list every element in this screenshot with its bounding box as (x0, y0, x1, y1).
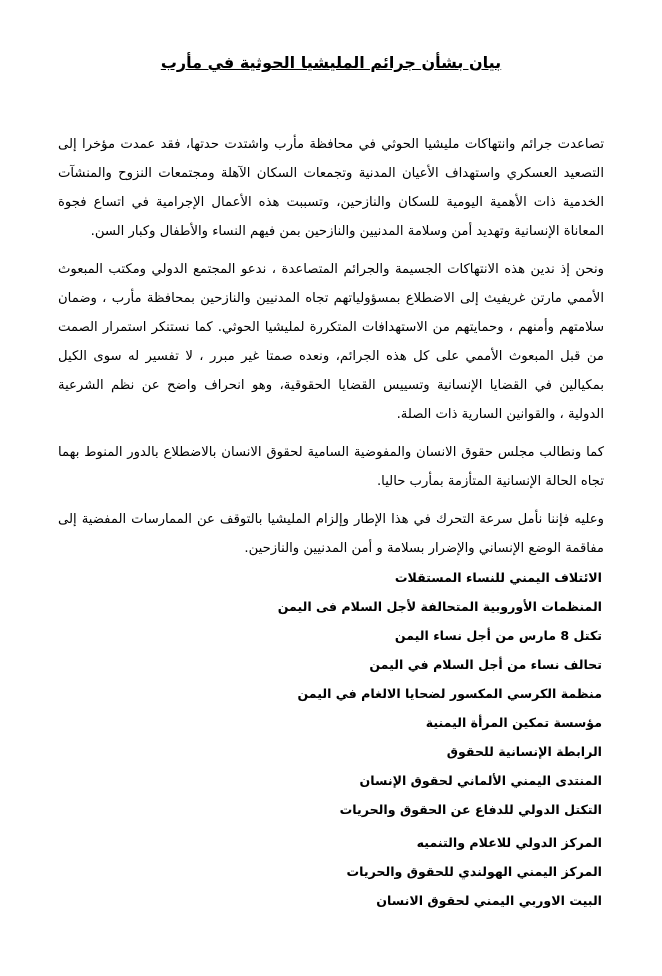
statement-body (58, 130, 604, 563)
paragraph-demand: كما ونطالب مجلس حقوق الانسان والمفوضية السامية لحقوق الانسان بالاضطلاع بالدور المنوط بهما تجاه الحالة الإنسانية المتأزمة بمأرب حاليا. (58, 445, 604, 489)
signatory-item: المركز الدولي للاعلام والتنميه (416, 835, 602, 850)
signatory-item: المركز اليمني الهولندي للحقوق والحريات (346, 864, 602, 879)
signatory-item: مؤسسة تمكين المرأة اليمنية (425, 715, 602, 730)
signatory-item: البيت الاوربي اليمني لحقوق الانسان (376, 893, 602, 908)
document-title: بيان بشأن جرائم المليشيا الحوثية في مأرب (160, 53, 502, 72)
signatory-item: تكتل 8 مارس من أجل نساء اليمن (394, 628, 602, 643)
paragraph-escalation: تصاعدت جرائم وانتهاكات مليشيا الحوثي في محافظة مأرب واشتدت حدتها، فقد عمدت مؤخرا إلى التصعيد العسكري واستهداف الأعيان المدنية وتجمعات السكان الآهلة ومجتمعات النزوح والمنشآت الخدمية ذات الأهمية اليومية للسكان والنازحين، وتسببت هذه الأعمال الإجرامية في اتساع فجوة المعاناة الإنسانية وتهديد أمن وسلامة المدنيين والنازحين بمن فيهم النساء والأطفال وكبار السن. (58, 137, 604, 239)
signatory-item: منظمة الكرسي المكسور لضحايا الالغام في اليمن (297, 686, 602, 701)
signatories-list (62, 563, 602, 915)
signatory-item: الائتلاف اليمني للنساء المستقلات (394, 570, 602, 585)
signatory-item: التكتل الدولي للدفاع عن الحقوق والحريات (339, 802, 602, 817)
paragraph-conclusion: وعليه فإننا نأمل سرعة التحرك في هذا الإطار وإلزام المليشيا بالتوقف عن الممارسات المفضية إلى مفاقمة الوضع الإنساني والإضرار بسلامة و أمن المدنيين والنازحين. (58, 512, 604, 556)
signatory-item: الرابطة الإنسانية للحقوق (446, 744, 602, 759)
paragraph-condemnation: ونحن إذ ندين هذه الانتهاكات الجسيمة والجرائم المتصاعدة ، ندعو المجتمع الدولي ومكتب المبعوث الأممي مارتن غريفيث إلى الاضطلاع بمسؤولياتهم تجاه المدنيين والنازحين بمحافظة مأرب ، وضمان سلامتهم وأمنهم ، وحمايتهم من الاستهدافات المتكررة لمليشيا الحوثي. كما نستنكر استمرار الصمت من قبل المبعوث الأممي على كل هذه الجرائم، ونعده صمتا غير مبرر ، لا تفسير له سوى الكيل بمكيالين في القضايا الإنسانية وتسييس القضايا الحقوقية، وهو انحراف واضح عن نظم الشرعية الدولية ، والقوانين السارية ذات الصلة. (58, 262, 604, 422)
signatory-item: المنظمات الأوروبية المتحالفة لأجل السلام فى اليمن (277, 599, 602, 614)
signatory-item: المنتدى اليمني الألماني لحقوق الإنسان (359, 773, 602, 788)
signatory-item: تحالف نساء من أجل السلام في اليمن (369, 657, 602, 672)
